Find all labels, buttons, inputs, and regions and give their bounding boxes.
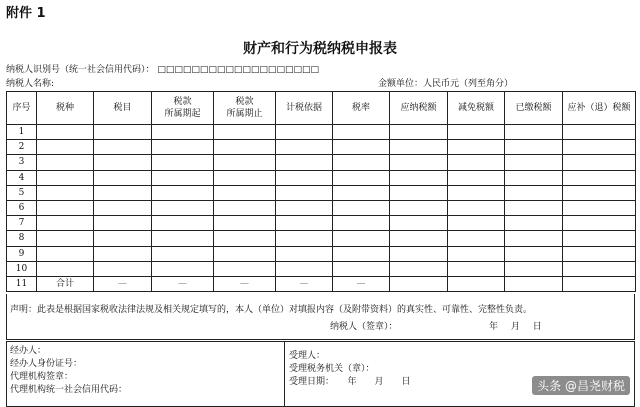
table-cell[interactable] [333,261,390,276]
table-cell[interactable] [448,216,505,231]
taxpayer-id-row [6,62,319,75]
table-cell[interactable] [390,231,448,246]
table-row [7,231,636,246]
table-cell[interactable] [448,246,505,261]
row-index: 8 [7,231,37,246]
table-cell[interactable] [333,170,390,185]
table-cell[interactable] [333,140,390,155]
watermark: 头条 @昌尧财税 [532,376,630,395]
table-cell[interactable] [505,155,563,170]
table-cell[interactable] [333,200,390,215]
table-cell[interactable] [276,185,333,200]
table-cell[interactable] [276,140,333,155]
column-header: 税款 所属期止 [214,92,276,125]
table-cell[interactable] [37,261,94,276]
table-cell[interactable] [94,185,152,200]
table-cell[interactable] [563,246,636,261]
table-cell[interactable] [276,246,333,261]
table-cell[interactable] [505,200,563,215]
table-header-row [7,92,636,125]
footer-right [289,350,411,389]
table-cell[interactable] [276,200,333,215]
table-row [7,261,636,276]
column-header: 序号 [7,92,37,125]
table-cell[interactable] [276,170,333,185]
table-cell[interactable] [390,140,448,155]
table-cell[interactable] [214,261,276,276]
total-label: 合计 [37,276,94,291]
table-cell[interactable] [505,216,563,231]
total-cell[interactable] [563,276,636,291]
table-cell[interactable] [37,140,94,155]
table-cell[interactable] [390,170,448,185]
table-cell[interactable] [152,200,214,215]
table-cell[interactable] [276,155,333,170]
table-cell[interactable] [37,200,94,215]
table-cell[interactable] [505,140,563,155]
table-cell[interactable] [448,155,505,170]
table-cell[interactable] [214,231,276,246]
column-header: 税款 所属期起 [152,92,214,125]
column-header: 税率 [333,92,390,125]
table-cell[interactable] [505,246,563,261]
table-cell[interactable] [505,261,563,276]
table-cell[interactable] [390,125,448,140]
table-cell[interactable] [448,200,505,215]
table-cell[interactable] [505,125,563,140]
table-cell[interactable] [390,200,448,215]
table-cell[interactable] [152,216,214,231]
total-row [7,276,636,291]
taxpayer-id-boxes[interactable]: □□□□□□□□□□□□□□□□□□□ [157,65,319,75]
row-index: 2 [7,140,37,155]
agent-id-label: 经办人身份证号： [10,359,83,369]
row-index: 3 [7,155,37,170]
footer-divider [284,342,285,406]
table-cell[interactable] [152,231,214,246]
table-cell[interactable] [214,170,276,185]
table-cell[interactable] [563,140,636,155]
table-cell[interactable] [37,216,94,231]
agency-credit-code-label: 代理机构统一社会信用代码： [10,385,128,395]
receiver-label: 受理人： [289,351,326,361]
column-header: 应补（退）税额 [563,92,636,125]
table-cell[interactable] [152,261,214,276]
table-cell[interactable] [214,125,276,140]
table-cell[interactable] [563,170,636,185]
table-cell[interactable] [333,155,390,170]
table-cell[interactable] [152,125,214,140]
row-index: 11 [7,276,37,291]
agency-seal-label: 代理机构签章： [10,372,74,382]
table-cell[interactable] [333,231,390,246]
table-row [7,200,636,215]
table-cell[interactable] [563,216,636,231]
tax-table [6,91,636,292]
table-cell[interactable] [563,200,636,215]
table-cell[interactable] [214,216,276,231]
table-cell[interactable] [94,200,152,215]
table-cell[interactable] [448,125,505,140]
column-header: 税种 [37,92,94,125]
declaration-date: 年 月 日 [489,322,542,332]
table-body [7,125,636,292]
column-header: 计税依据 [276,92,333,125]
table-cell[interactable] [390,246,448,261]
table-cell[interactable] [152,246,214,261]
table-cell[interactable] [94,155,152,170]
table-row [7,216,636,231]
table-cell[interactable] [563,155,636,170]
total-cell: — [214,276,276,291]
table-cell[interactable] [448,231,505,246]
table-row [7,246,636,261]
total-cell: — [152,276,214,291]
footer-box [6,341,635,407]
table-cell[interactable] [94,140,152,155]
agent-label: 经办人： [10,346,47,356]
taxpayer-name-label: 纳税人名称: [6,79,55,89]
table-cell[interactable] [333,125,390,140]
amount-unit: 金额单位：人民币元（列至角分） [378,79,514,89]
table-cell[interactable] [214,246,276,261]
table-cell[interactable] [37,185,94,200]
row-index: 1 [7,125,37,140]
table-cell[interactable] [390,155,448,170]
table-cell[interactable] [448,170,505,185]
taxpayer-id-label: 纳税人识别号（统一社会信用代码）： [6,65,155,75]
table-cell[interactable] [94,125,152,140]
table-cell[interactable] [333,216,390,231]
table-cell[interactable] [94,170,152,185]
column-header: 税目 [94,92,152,125]
table-cell[interactable] [390,216,448,231]
table-cell[interactable] [94,261,152,276]
table-cell[interactable] [94,231,152,246]
table-cell[interactable] [152,185,214,200]
receive-date-label: 受理日期： 年 月 日 [289,377,411,387]
table-cell[interactable] [37,170,94,185]
table-cell[interactable] [448,185,505,200]
table-cell[interactable] [152,140,214,155]
row-index: 7 [7,216,37,231]
column-header: 已缴税额 [505,92,563,125]
table-cell[interactable] [152,155,214,170]
column-header: 减免税额 [448,92,505,125]
table-cell[interactable] [276,261,333,276]
table-row [7,125,636,140]
table-cell[interactable] [214,155,276,170]
row-index: 9 [7,246,37,261]
total-cell[interactable] [390,276,448,291]
table-cell[interactable] [563,185,636,200]
table-cell[interactable] [448,261,505,276]
total-cell: — [94,276,152,291]
table-cell[interactable] [390,261,448,276]
form-title: 财产和行为税纳税申报表 [243,41,397,57]
table-cell[interactable] [390,185,448,200]
table-cell[interactable] [563,231,636,246]
column-header: 应纳税额 [390,92,448,125]
tax-office-label: 受理税务机关（章）： [289,364,375,374]
footer-left [10,345,127,397]
table-cell[interactable] [276,125,333,140]
table-cell[interactable] [448,140,505,155]
table-cell[interactable] [37,155,94,170]
total-cell[interactable] [505,276,563,291]
table-row [7,155,636,170]
table-cell[interactable] [276,216,333,231]
attachment-label: 附件 1 [6,6,46,21]
total-cell: — [333,276,390,291]
table-cell[interactable] [37,246,94,261]
row-index: 10 [7,261,37,276]
table-cell[interactable] [37,231,94,246]
total-cell[interactable] [448,276,505,291]
table-cell[interactable] [214,140,276,155]
total-cell: — [276,276,333,291]
row-index: 5 [7,185,37,200]
row-index: 4 [7,170,37,185]
table-cell[interactable] [505,170,563,185]
table-cell[interactable] [214,185,276,200]
table-cell[interactable] [505,185,563,200]
table-cell[interactable] [152,170,214,185]
table-cell[interactable] [333,185,390,200]
taxpayer-signature-label: 纳税人（签章）： [330,322,398,332]
table-cell[interactable] [505,231,563,246]
table-cell[interactable] [214,200,276,215]
declaration-text: 声明：此表是根据国家税收法律法规及相关规定填写的，本人（单位）对填报内容（及附带资料）的真实性、可靠性、完整性负责。 [10,305,533,315]
table-cell[interactable] [37,125,94,140]
table-cell[interactable] [563,125,636,140]
table-row [7,140,636,155]
table-cell[interactable] [94,246,152,261]
table-cell[interactable] [94,216,152,231]
table-row [7,170,636,185]
table-cell[interactable] [276,231,333,246]
declaration-box [6,294,635,340]
table-row [7,185,636,200]
table-cell[interactable] [333,246,390,261]
row-index: 6 [7,200,37,215]
table-cell[interactable] [563,261,636,276]
